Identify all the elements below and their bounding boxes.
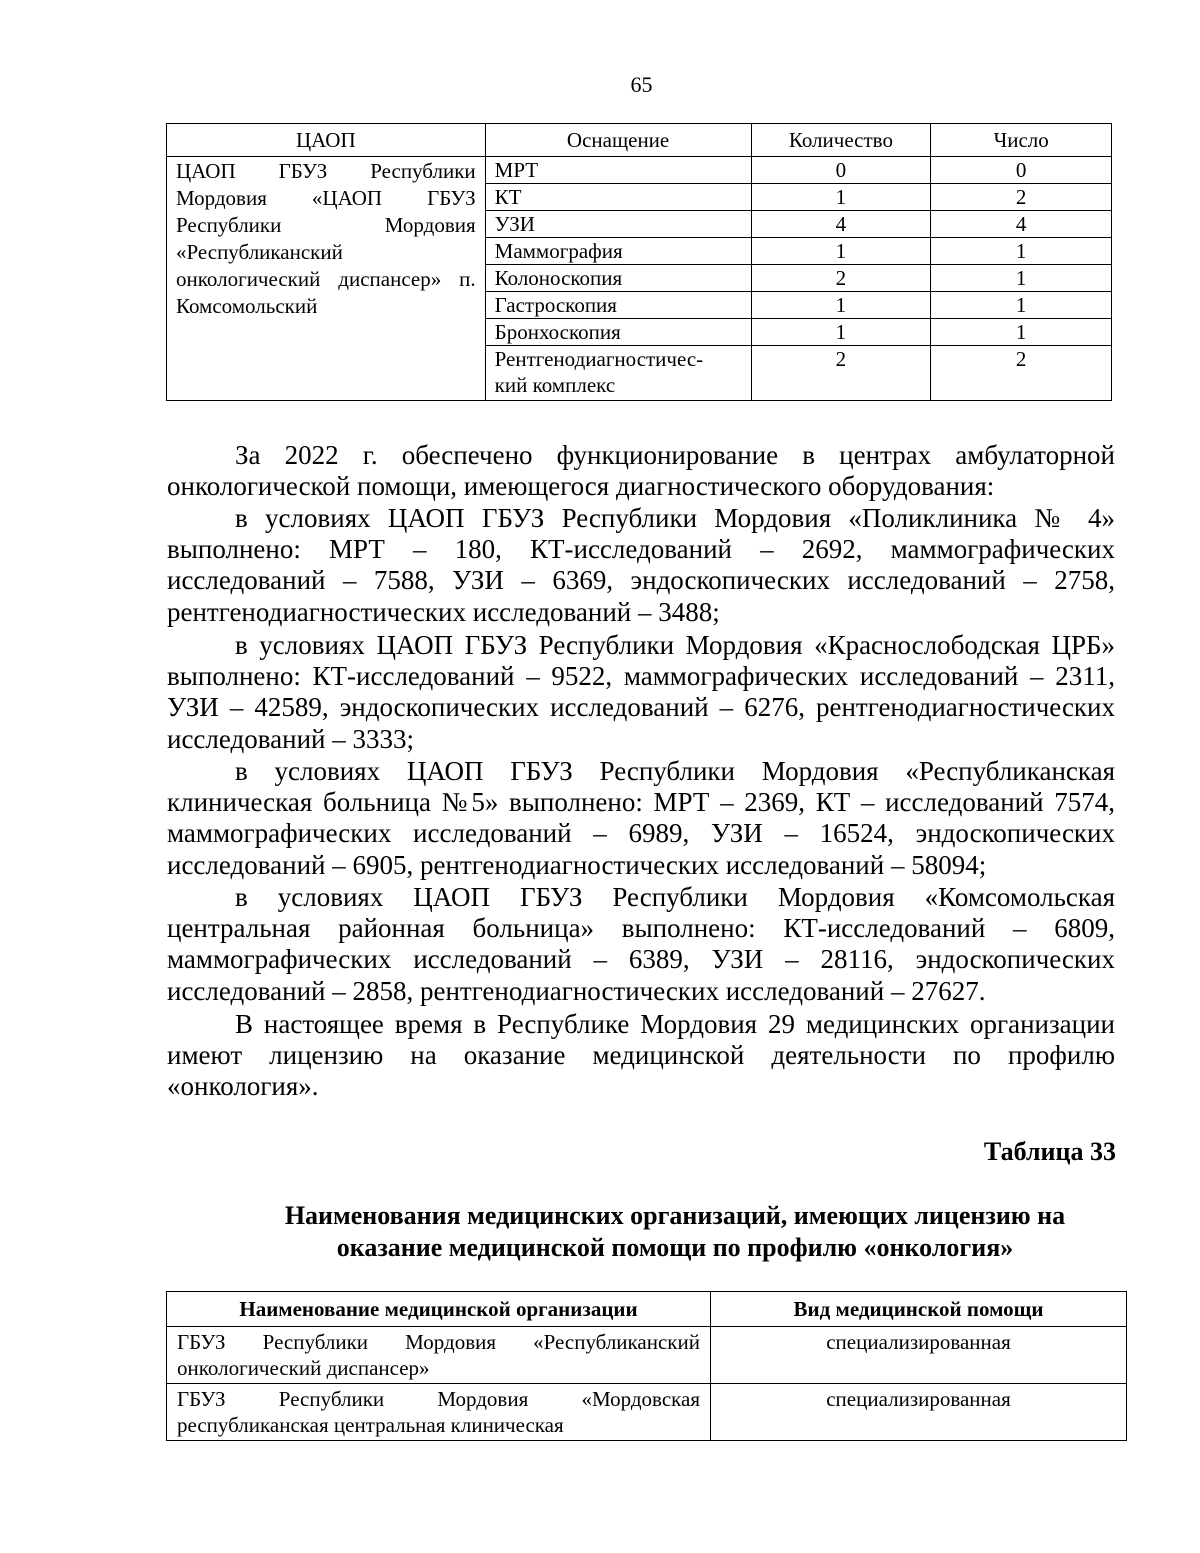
quantity-cell: 2 [751, 265, 931, 292]
header-number: Число [931, 124, 1112, 157]
table-row [167, 1327, 1127, 1384]
paragraph: в условиях ЦАОП ГБУЗ Республики Мордовия «Поликлиника № 4» выполнено: МРТ – 180, КТ-исследований – 2692, маммографических исследований – 7588, УЗИ – 6369, эндоскопических исследований – 2758, рентгенодиагностических исследований – 3488; [167, 503, 1115, 627]
paragraph: За 2022 г. обеспечено функционирование в центрах амбулаторной онкологической помощи, имеющегося диагностического оборудования: [167, 440, 1115, 502]
equipment-line: кий комплекс [494, 373, 616, 397]
organizations-table [166, 1291, 1127, 1441]
equipment-cell [485, 346, 751, 401]
equipment-cell: Бронхоскопия [485, 319, 751, 346]
care-type-cell: специализированная [711, 1384, 1127, 1441]
header-caop: ЦАОП [167, 124, 486, 157]
equipment-cell: КТ [485, 184, 751, 211]
table-header-row [167, 1292, 1127, 1327]
org-name-cell: ЦАОП ГБУЗ Республики Мордовия «ЦАОП ГБУЗ Республики Мордовия «Республиканский онкологический диспансер» п. Комсомольский [167, 157, 486, 401]
org-name-cell [167, 1384, 711, 1441]
quantity-cell: 2 [751, 346, 931, 401]
table-header-row [167, 124, 1112, 157]
quantity-cell: 1 [751, 184, 931, 211]
equipment-cell: Колоноскопия [485, 265, 751, 292]
table-title-line: оказание медицинской помощи по профилю «онкология» [336, 1233, 1014, 1262]
number-cell: 2 [931, 346, 1112, 401]
quantity-cell: 4 [751, 211, 931, 238]
number-cell: 1 [931, 265, 1112, 292]
page-number: 65 [630, 72, 653, 97]
table-title-line: Наименования медицинских организаций, имеющих лицензию на [284, 1201, 1066, 1230]
equipment-cell: Гастроскопия [485, 292, 751, 319]
equipment-table [166, 123, 1112, 401]
table-row [167, 157, 1112, 184]
table-label: Таблица 33 [983, 1137, 1116, 1166]
paragraph: в условиях ЦАОП ГБУЗ Республики Мордовия «Краснослободская ЦРБ» выполнено: КТ-исследований – 9522, маммографических исследований – 2311, УЗИ – 42589, эндоскопических исследований – 6276, рентгенодиагностических исследований – 3333; [167, 630, 1115, 754]
header-equipment: Оснащение [485, 124, 751, 157]
header-quantity: Количество [751, 124, 931, 157]
header-org-name: Наименование медицинской организации [167, 1292, 711, 1327]
quantity-cell: 0 [751, 157, 931, 184]
number-cell: 0 [931, 157, 1112, 184]
number-cell: 2 [931, 184, 1112, 211]
quantity-cell: 1 [751, 238, 931, 265]
quantity-cell: 1 [751, 319, 931, 346]
paragraph: В настоящее время в Республике Мордовия 29 медицинских организации имеют лицензию на оказание медицинской деятельности по профилю «онкология». [167, 1009, 1115, 1102]
header-care-type: Вид медицинской помощи [711, 1292, 1127, 1327]
table-row [167, 1384, 1127, 1441]
care-type-cell: специализированная [711, 1327, 1127, 1384]
number-cell: 1 [931, 238, 1112, 265]
paragraph: в условиях ЦАОП ГБУЗ Республики Мордовия «Республиканская клиническая больница №5» выполнено: МРТ – 2369, КТ – исследований 7574, маммографических исследований – 6989, УЗИ – 16524, эндоскопических исследований – 6905, рентгенодиагностических исследований – 58094; [167, 756, 1115, 880]
org-name-text: ГБУЗ Республики Мордовия «Мордовская республиканская центральная клиническая [177, 1387, 700, 1437]
equipment-line: Рентгенодиагностичес- [494, 347, 704, 371]
number-cell: 1 [931, 319, 1112, 346]
paragraph: в условиях ЦАОП ГБУЗ Республики Мордовия «Комсомольская центральная районная больница» выполнено: КТ-исследований – 6809, маммографических исследований – 6389, УЗИ – 28116, эндоскопических исследований – 2858, рентгенодиагностических исследований – 27627. [167, 882, 1115, 1006]
equipment-cell: Маммография [485, 238, 751, 265]
org-name-cell: ГБУЗ Республики Мордовия «Республиканский онкологический диспансер» [167, 1327, 711, 1384]
equipment-cell: УЗИ [485, 211, 751, 238]
number-cell: 4 [931, 211, 1112, 238]
table-title [250, 1200, 1100, 1264]
quantity-cell: 1 [751, 292, 931, 319]
number-cell: 1 [931, 292, 1112, 319]
equipment-cell: МРТ [485, 157, 751, 184]
